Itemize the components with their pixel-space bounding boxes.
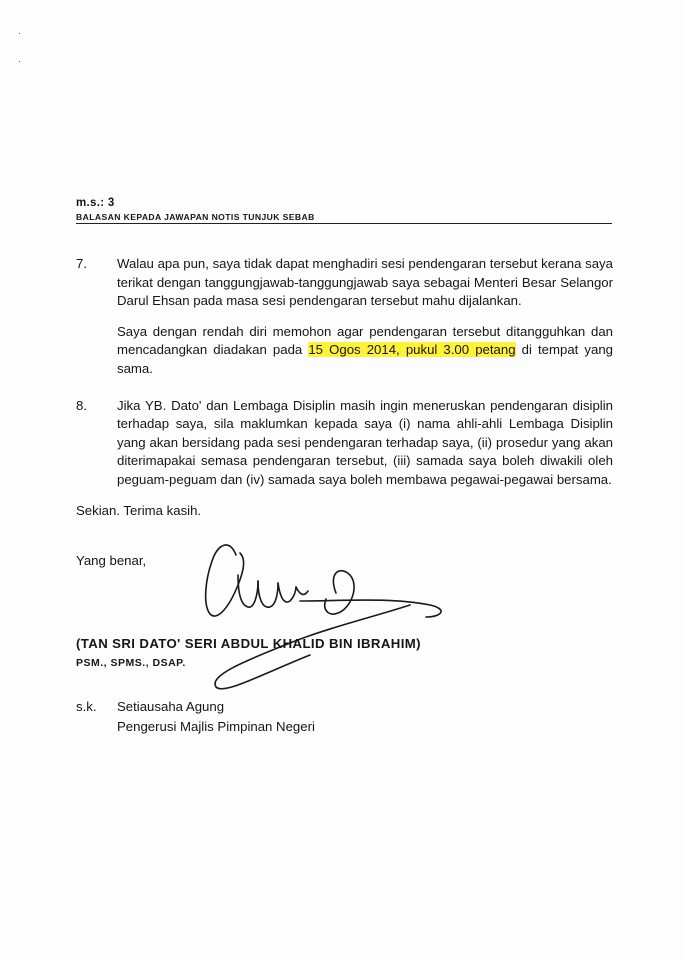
valediction: Yang benar, <box>76 553 147 568</box>
paragraph: Jika YB. Dato' dan Lembaga Disiplin masih ingin meneruskan pendengaran disiplin terhadap saya, sila maklumkan kepada saya (i) nama ahli-ahli Lembaga Disiplin yang akan bersidang pada sesi pendengaran terhadap saya, (ii) prosedur yang akan diterimapakai semasa pendengaran tersebut, (iii) samada saya boleh diwakili oleh peguam-peguam dan (iv) samada saya boleh membawa pegawai-pegawai bersama. <box>117 397 613 487</box>
paragraph-with-highlight <box>117 323 613 379</box>
scan-speck: · <box>18 56 21 66</box>
numbered-item-7 <box>76 255 613 379</box>
cc-recipient: Pengerusi Majlis Pimpinan Negeri <box>117 719 315 734</box>
letter-subject: BALASAN KEPADA JAWAPAN NOTIS TUNJUK SEBAB <box>76 212 315 222</box>
signatory-titles: PSM., SPMS., DSAP. <box>76 657 186 669</box>
cc-recipient: Setiausaha Agung <box>117 699 225 714</box>
header-divider <box>76 223 612 224</box>
cc-recipients <box>117 697 315 737</box>
cc-label: s.k. <box>76 699 97 714</box>
highlighted-date: 15 Ogos 2014, pukul 3.00 petang <box>308 342 516 358</box>
closing-thanks: Sekian. Terima kasih. <box>76 503 202 518</box>
item-content <box>117 397 613 490</box>
scan-speck: · <box>18 28 21 38</box>
page-reference: m.s.: 3 <box>76 197 115 209</box>
item-content <box>117 255 613 379</box>
item-number: 7. <box>76 256 87 271</box>
numbered-item-8 <box>76 397 613 490</box>
letter-body <box>76 255 613 490</box>
paragraph-text: di tempat yang sama. <box>117 342 614 376</box>
paragraph: Walau apa pun, saya tidak dapat menghadiri sesi pendengaran tersebut kerana saya terikat dengan tanggungjawab-tanggungjawab saya sebagai Menteri Besar Selangor Darul Ehsan pada masa sesi pendengaran tersebut mahu dijalankan. <box>117 256 613 309</box>
carbon-copy <box>76 697 315 737</box>
item-number: 8. <box>76 397 87 413</box>
page-header <box>76 197 612 224</box>
paragraph-text: Saya dengan rendah diri memohon agar pendengaran tersebut ditangguhkan dan mencadangkan diadakan pada <box>117 323 613 358</box>
handwritten-signature <box>190 535 460 695</box>
signatory-name: (TAN SRI DATO' SERI ABDUL KHALID BIN IBRAHIM) <box>76 636 421 651</box>
